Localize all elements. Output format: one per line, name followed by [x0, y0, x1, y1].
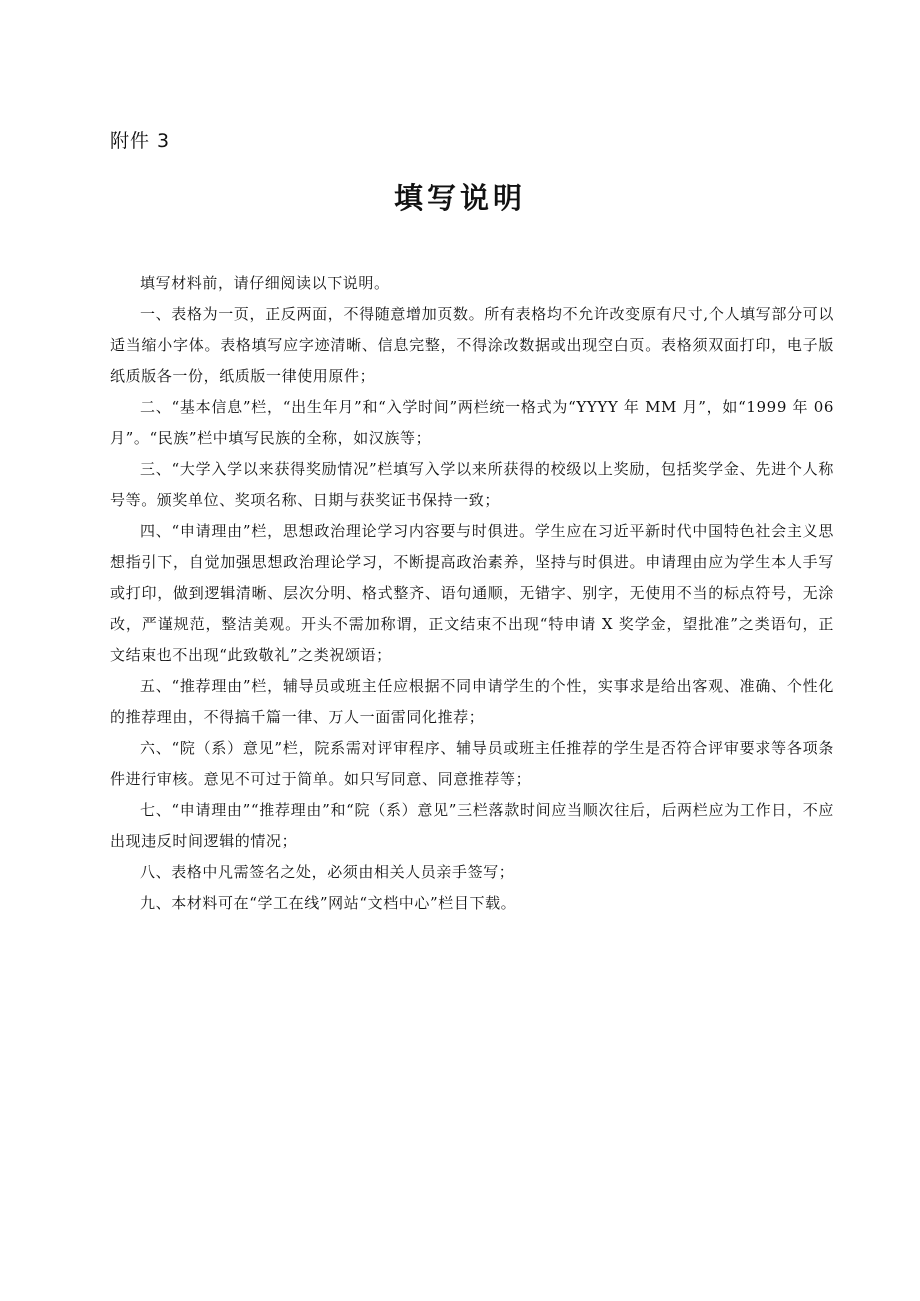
instruction-item-2: 二、“基本信息”栏，“出生年月”和“入学时间”两栏统一格式为“YYYY 年 MM 月”，如“1999 年 06 月”。“民族”栏中填写民族的全称，如汉族等；: [110, 398, 834, 447]
instruction-item-8: 八、表格中凡需签名之处，必须由相关人员亲手签写；: [140, 863, 515, 881]
instruction-item-3: 三、“大学入学以来获得奖励情况”栏填写入学以来所获得的校级以上奖励，包括奖学金、先进个人称号等。颁奖单位、奖项名称、日期与获奖证书保持一致；: [110, 460, 834, 509]
instruction-item-5: 五、“推荐理由”栏，辅导员或班主任应根据不同申请学生的个性，实事求是给出客观、准确、个性化的推荐理由，不得搞千篇一律、万人一面雷同化推荐；: [110, 677, 834, 726]
instruction-item-1: 一、表格为一页，正反两面，不得随意增加页数。所有表格均不允许改变原有尺寸,个人填写部分可以适当缩小字体。表格填写应字迹清晰、信息完整，不得涂改数据或出现空白页。表格须双面打印，电子版纸质版各一份，纸质版一律使用原件；: [110, 305, 834, 385]
instruction-item-6: 六、“院（系）意见”栏，院系需对评审程序、辅导员或班主任推荐的学生是否符合评审要求等各项条件进行审核。意见不可过于简单。如只写同意、同意推荐等；: [110, 739, 834, 788]
instruction-item-9: 九、本材料可在“学工在线”网站“文档中心”栏目下载。: [140, 894, 517, 912]
page-title: 填写说明: [393, 181, 526, 215]
instruction-item-4: 四、“申请理由”栏，思想政治理论学习内容要与时俱进。学生应在习近平新时代中国特色社会主义思想指引下，自觉加强思想政治理论学习，不断提高政治素养，坚持与时俱进。申请理由应为学生本人手写或打印，做到逻辑清晰、层次分明、格式整齐、语句通顺，无错字、别字，无使用不当的标点符号，无涂改，严谨规范，整洁美观。开头不需加称谓，正文结束不出现“特申请 X 奖学金，望批准”之类语句，正文结束也不出现“此致敬礼”之类祝颂语；: [110, 522, 834, 664]
intro-paragraph: 填写材料前，请仔细阅读以下说明。: [140, 274, 390, 292]
attachment-label: 附件 3: [110, 130, 171, 152]
instruction-item-7: 七、“申请理由”“推荐理由”和“院（系）意见”三栏落款时间应当顺次往后，后两栏应为工作日，不应出现违反时间逻辑的情况；: [110, 801, 834, 850]
instructions-body: [110, 268, 834, 919]
